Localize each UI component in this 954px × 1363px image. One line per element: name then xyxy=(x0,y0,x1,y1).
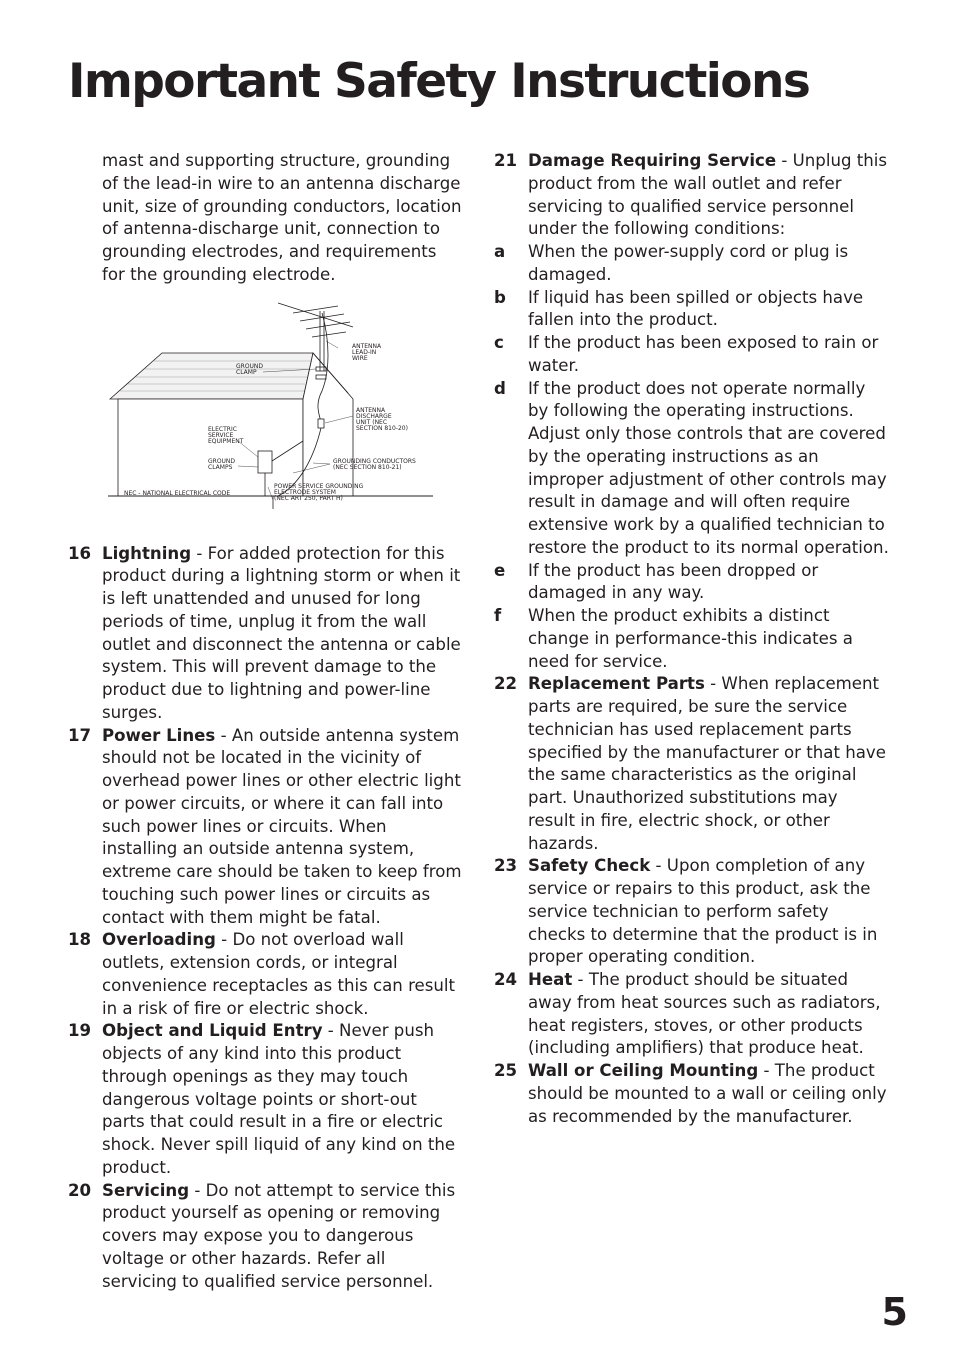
list-item-21 xyxy=(494,150,889,241)
list-item-22 xyxy=(494,673,889,855)
list-item-20 xyxy=(68,1180,463,1294)
label-ground-clamps-line1: GROUND xyxy=(208,457,236,465)
label-ground-clamps-line2: CLAMPS xyxy=(208,463,233,471)
list-item-16 xyxy=(68,543,463,725)
item-text: - The product should be situated away from heat sources such as radiators, heat registers, stoves, or other products (including amplifiers) that produce heat. xyxy=(528,970,881,1058)
sub-item-b xyxy=(494,287,889,333)
item-heading: Object and Liquid Entry xyxy=(102,1021,323,1041)
list-item-17 xyxy=(68,725,463,930)
item-text: - Never push objects of any kind into this product through openings as they may touch dangerous voltage points or short-out parts that could result in a fire or electric shock. Never spill liquid of any kind on the product. xyxy=(102,1021,456,1177)
sub-item-text: When the product exhibits a distinct change in performance-this indicates a need for service. xyxy=(528,606,853,671)
item-heading: Replacement Parts xyxy=(528,674,705,694)
label-discharge-unit-line3: UNIT (NEC xyxy=(356,418,388,426)
item-heading: Servicing xyxy=(102,1180,190,1200)
sub-item-text: When the power-supply cord or plug is damaged. xyxy=(528,242,849,284)
label-power-grounding-line3: (NEC ART 250, PART H) xyxy=(274,494,343,502)
label-nec-note: NEC - NATIONAL ELECTRICAL CODE xyxy=(124,489,231,497)
sub-item-letter: b xyxy=(494,287,506,307)
label-service-equipment-line3: EQUIPMENT xyxy=(208,437,244,445)
item-text: - The product should be mounted to a wall or ceiling only as recommended by the manufacturer. xyxy=(528,1061,887,1126)
label-service-equipment-line1: ELECTRIC xyxy=(208,425,237,433)
label-antenna-lead-in-line1: ANTENNA xyxy=(352,342,382,350)
item-number: 21 xyxy=(494,151,518,170)
sub-item-text: If the product has been exposed to rain or water. xyxy=(528,333,879,375)
item-number: 17 xyxy=(68,725,92,745)
list-item-18 xyxy=(68,929,463,1020)
item-text: - Do not overload wall outlets, extension cords, or integral convenience receptacles as this can result in a risk of fire or electric shock. xyxy=(102,930,456,1018)
sub-item-text: If the product does not operate normally by following the operating instructions. Adjust only those controls that are covered by the operating instructions as an improper adjustment of other controls may result in damage and will often require extensive work by a qualified technician to restore the product to its normal operation. xyxy=(528,378,889,557)
label-power-grounding-line1: POWER SERVICE GROUNDING xyxy=(274,482,364,490)
list-item-24 xyxy=(494,969,889,1060)
item-text: - When replacement parts are required, be sure the service technician has used replacement parts specified by the manufacturer or that have the same characteristics as the original part. Unauthorized substitutions may result in fire, electric shock, or other hazards. xyxy=(528,674,886,853)
sub-item-letter: d xyxy=(494,378,506,398)
page-number: 5 xyxy=(881,1290,908,1334)
label-ground-clamp-line2: CLAMP xyxy=(236,368,257,376)
intro-continuation: mast and supporting structure, grounding of the lead-in wire to an antenna discharge unit, size of grounding conductors, location of antenna-discharge unit, connection to grounding electrodes, and requirements for the grounding electrode. xyxy=(102,151,462,284)
label-antenna-lead-in-line3: WIRE xyxy=(352,354,368,362)
sub-item-d xyxy=(494,378,889,560)
sub-item-a xyxy=(494,241,889,287)
item-number: 25 xyxy=(494,1061,518,1080)
label-grounding-conductors-line1: GROUNDING CONDUCTORS xyxy=(333,457,416,465)
label-antenna-lead-in-line2: LEAD-IN xyxy=(352,348,377,356)
item-heading: Overloading xyxy=(102,930,216,950)
item-heading: Heat xyxy=(528,970,573,989)
label-discharge-unit-line1: ANTENNA xyxy=(356,406,386,414)
sub-item-c xyxy=(494,332,889,378)
item-text: - Unplug this product from the wall outlet and refer servicing to qualified service personnel under the following conditions: xyxy=(528,151,888,239)
sub-item-letter: c xyxy=(494,333,504,352)
label-service-equipment-line2: SERVICE xyxy=(208,431,234,439)
item-number: 22 xyxy=(494,674,518,694)
item-text: - An outside antenna system should not be located in the vicinity of overhead power lines or other electric light or power circuits, or where it can fall into such power lines or circuits. When installing an outside antenna system, extreme care should be taken to keep from touching such power lines or circuits as contact with them might be fatal. xyxy=(102,725,462,927)
item-heading: Lightning xyxy=(102,543,192,563)
list-item-19 xyxy=(68,1020,463,1179)
right-column xyxy=(494,150,889,1128)
item-number: 16 xyxy=(68,543,92,563)
label-grounding-conductors-line2: (NEC SECTION 810-21) xyxy=(333,463,402,471)
label-discharge-unit-line4: SECTION 810-20) xyxy=(356,424,408,432)
item-heading: Damage Requiring Service xyxy=(528,151,777,170)
label-power-grounding-line2: ELECTRODE SYSTEM xyxy=(274,488,336,496)
item-number: 20 xyxy=(68,1180,92,1200)
sub-item-f xyxy=(494,605,889,673)
sub-item-text: If the product has been dropped or damaged in any way. xyxy=(528,560,819,603)
item-text: - Do not attempt to service this product yourself as opening or removing covers may expose you to dangerous voltage or other hazards. Refer all servicing to qualified service personnel. xyxy=(102,1180,456,1291)
left-column xyxy=(68,150,463,1293)
label-discharge-unit-line2: DISCHARGE xyxy=(356,412,392,420)
sub-item-text: If liquid has been spilled or objects have fallen into the product. xyxy=(528,287,864,330)
item-text: - For added protection for this product during a lightning storm or when it is left unattended and unused for long periods of time, unplug it from the wall outlet and disconnect the antenna or cable system. This will prevent damage to the product due to lightning and power-line surges. xyxy=(102,543,461,722)
list-item-23 xyxy=(494,855,889,969)
antenna-grounding-svg xyxy=(108,301,433,513)
item-number: 24 xyxy=(494,970,518,989)
item-number: 18 xyxy=(68,930,92,950)
item-heading: Safety Check xyxy=(528,856,651,876)
sub-item-letter: a xyxy=(494,242,506,261)
item-heading: Wall or Ceiling Mounting xyxy=(528,1061,759,1080)
sub-item-letter: e xyxy=(494,560,506,580)
antenna-grounding-diagram xyxy=(108,301,433,513)
item-number: 23 xyxy=(494,856,518,876)
sub-item-letter: f xyxy=(494,606,502,625)
item-text: - Upon completion of any service or repairs to this product, ask the service technician to perform safety checks to determine that the product is in proper operating condition. xyxy=(528,856,878,967)
item-number: 19 xyxy=(68,1021,92,1041)
label-ground-clamp-line1: GROUND xyxy=(236,362,264,370)
item-heading: Power Lines xyxy=(102,725,216,745)
page-title: Important Safety Instructions xyxy=(68,54,810,109)
list-item-25 xyxy=(494,1060,889,1128)
sub-item-e xyxy=(494,560,889,606)
